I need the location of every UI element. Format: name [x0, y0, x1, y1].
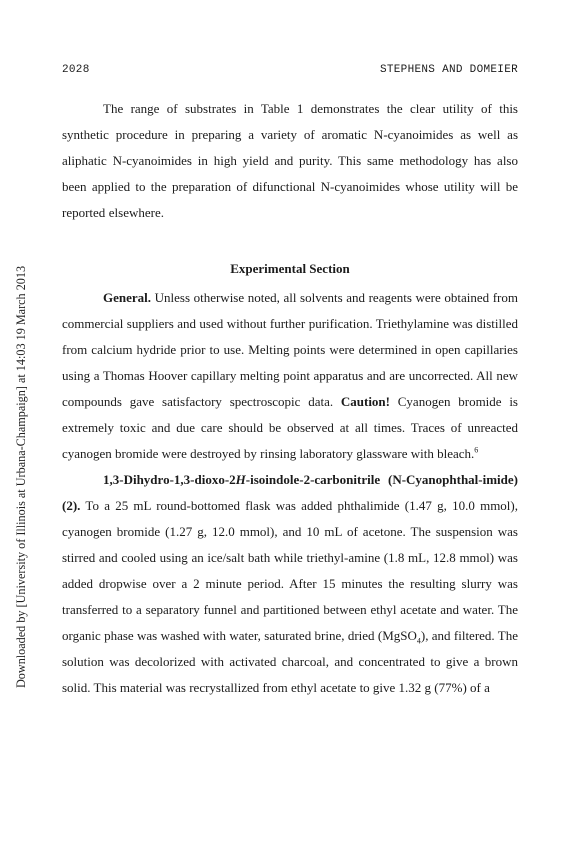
caution-label: Caution! [340, 394, 390, 409]
article-body [62, 96, 518, 701]
download-margin-stamp: Downloaded by [University of Illinois at Urbana-Champaign] at 14:03 19 March 2013 [14, 265, 28, 688]
compound-name-part-2: -isoindole-2-carbonitrile (N-Cyanophthal-imide) (2). [62, 472, 518, 513]
compound-name-italic: H [235, 472, 246, 487]
caution-text: Cyanogen bromide is extremely toxic and due care should be observed at all times. Traces of unreacted cyanogen bromide were destroyed by rinsing laboratory glassware with bleach. [62, 394, 518, 461]
intro-paragraph: The range of substrates in Table 1 demonstrates the clear utility of this synthetic procedure in preparing a variety of aromatic N-cyanoimides as well as aliphatic N-cyanoimides in high yield and purity. This same methodology has also been applied to the preparation of difunctional N-cyanoimides whose utility will be reported elsewhere. [62, 101, 518, 220]
procedure-text-continued: ), and filtered. The solution was decolorized with activated charcoal, and concentrated to give a brown solid. This material was recrystallized from ethyl acetate to give 1.32 g (77%) of a [62, 628, 518, 695]
page-number: 2028 [62, 64, 90, 76]
section-heading: Experimental Section [230, 261, 350, 276]
procedure-text: To a 25 mL round-bottomed flask was added phthalimide (1.47 g, 10.0 mmol), cyanogen bromide (1.27 g, 12.0 mmol), and 10 mL of acetone. The suspension was stirred and cooled using an ice/salt bath while triethyl-amine (1.8 mL, 12.8 mmol) was added dropwise over a 2 minute period. After 15 minutes the resulting slurry was transferred to a separatory funnel and partitioned between ethyl acetate and water. The organic phase was washed with water, saturated brine, dried (MgSO [62, 498, 518, 643]
compound-name-part-1: 1,3-Dihydro-1,3-dioxo-2 [103, 472, 236, 487]
mgso4-subscript: 4 [416, 636, 421, 646]
running-header [62, 64, 518, 80]
general-text: Unless otherwise noted, all solvents and reagents were obtained from commercial suppliers and used without further purification. Triethylamine was distilled from calcium hydride prior to use. Melting points were determined in open capillaries using a Thomas Hoover capillary melting point apparatus and are uncorrected. All new compounds gave satisfactory spectroscopic data. [62, 290, 518, 409]
general-lead: General. [103, 290, 152, 305]
compound-paragraph [62, 467, 518, 701]
general-paragraph [62, 285, 518, 467]
running-head-authors: STEPHENS AND DOMEIER [379, 64, 518, 76]
reference-superscript: 6 [474, 445, 479, 455]
